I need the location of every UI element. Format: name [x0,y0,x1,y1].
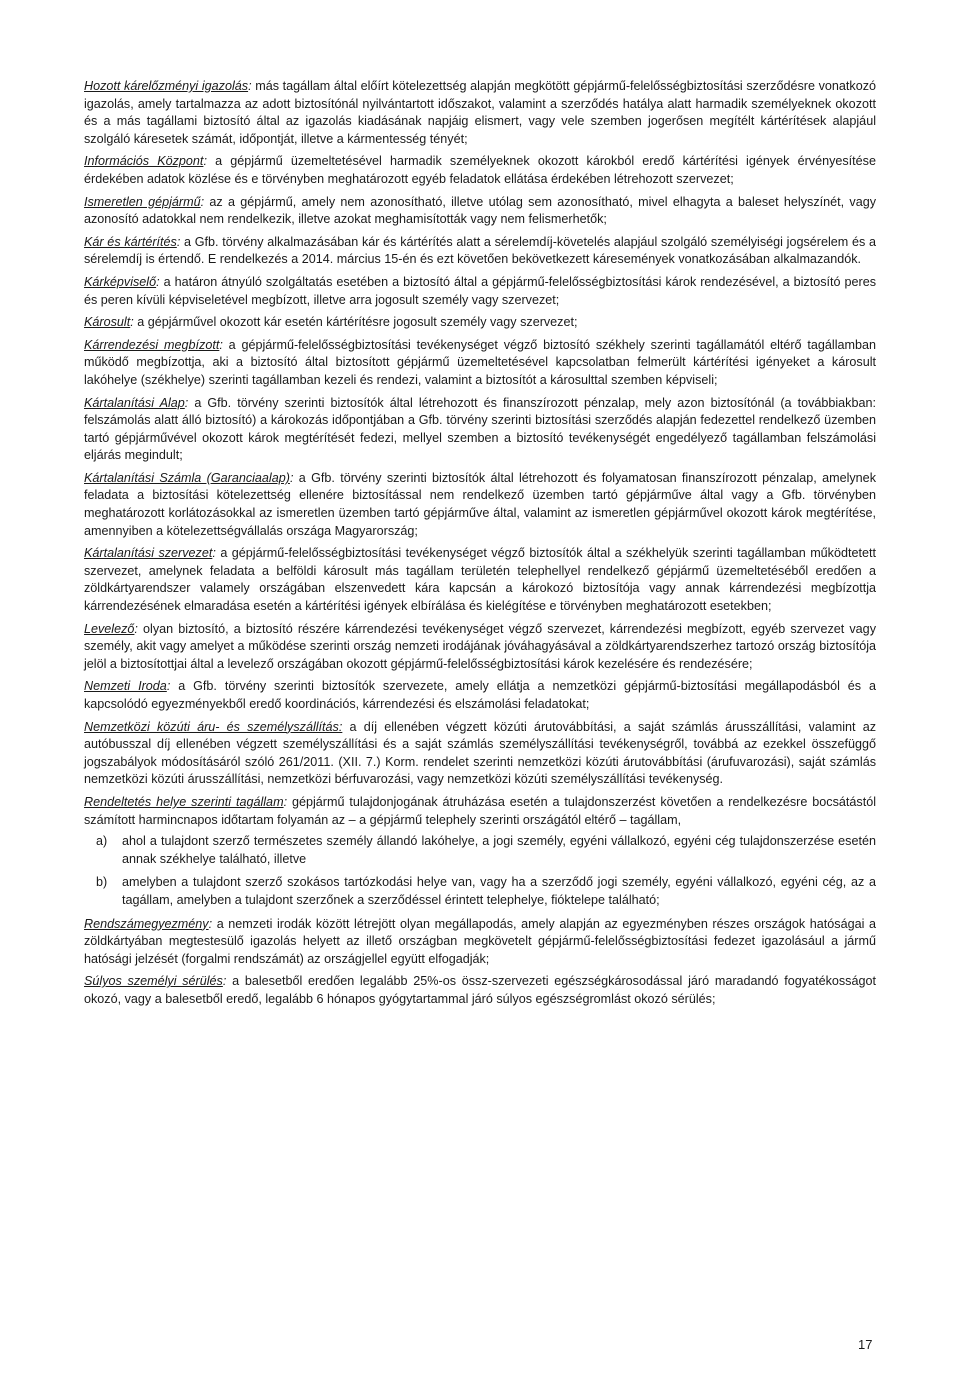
definition-separator: : [283,794,288,809]
definition-term: Károsult [84,315,131,330]
definition-text: a Gfb. törvény alkalmazásában kár és kártérítés alatt a sérelemdíj-követelés alapjául szolgáló személyiségi jogsérelem és a sérelemdíj is értendő. E rendelkezés a 2014. március 15-én és ezt követően bekövetkezett káresemények vonatkozásában alkalmazandók. [84,234,876,267]
page-number: 17 [858,1337,873,1352]
definition-text: a gépjárművel okozott kár esetén kártérítésre jogosult személy vagy szervezet; [133,315,578,330]
definition-text: a balesetből eredően legalább 25%-os össz-szervezeti egészségkárosodással járó maradandó fogyatékosságot okozó, vagy a balesetből eredő, legalább 6 hónapos gyógytartammal járó súlyos egészségromlást okozó sérülés; [84,974,876,1006]
definition-separator: : [289,470,294,485]
definition-term: Súlyos személyi sérülés [84,974,223,989]
definition-term: Ismeretlen gépjármű [84,194,201,209]
definition-separator: : [222,974,227,989]
definition-informacios-kozpont [84,153,876,188]
definition-sulyos-szemelyi-serules [84,973,876,1008]
definition-text: a Gfb. törvény szerinti biztosítók által létrehozott és finanszírozott pénzalap, mely azon biztosítónál (a továbbiakban: felszámolás alatt álló biztosító) a károkozás időpontjában a Gfb. törvény szerinti biztosítási szerződés alapján fedezettel rendelkező üzemben tartó gépjárművével okozott károk megtérítését fedezi, mellyel szemben a biztosító tevékenységét engedélyező tagállamban felszámolási eljárás megindult; [84,395,876,463]
definition-separator: : [156,274,160,289]
definition-term: Kár és kártérítés [84,234,177,249]
definition-separator: : [208,916,213,931]
definition-separator: : [203,154,207,169]
definition-rendszamegyezmeny [84,916,876,969]
list-marker: b) [96,875,108,890]
definition-term: Kárképviselő [84,274,157,289]
rendeltetes-helye-list [84,833,876,909]
definition-separator: : [176,234,181,249]
definition-term: Nemzeti Iroda [84,679,167,694]
list-marker: a) [96,834,108,849]
definition-nemzetkozi-kozuti-szallitas [84,719,876,789]
definition-karkepviselo [84,274,876,309]
definition-levelezo [84,621,876,674]
definition-text: a gépjármű üzemeltetésével harmadik személyeknek okozott károkból eredő kártérítési igények érvényesítése érdekében adatok közlése és e törvényben meghatározott egyéb feladatok ellátása érdekében létrehozott szervezet; [84,154,876,186]
definition-text: a nemzeti irodák között létrejött olyan megállapodás, amely alapján az egyezményben részes országok hatóságai a zöldkártyában megtestesülő igazolás helyett az illető országban megkövetelt gépjármű-felelősségbiztosítási fedezet igazolásául a jármű hatósági jelzését (forgalmi rendszámát) az országjellel együtt elfogadják; [84,916,876,966]
definition-separator: : [219,337,223,352]
definition-karrendezesi-megbizott [84,337,876,390]
definition-separator: : [166,679,171,694]
list-item [84,874,876,909]
definition-term: Nemzetközi közúti áru- és személyszállítás: [84,719,343,734]
definition-term: Rendeltetés helye szerinti tagállam [84,794,284,809]
definition-kartalanitasi-alap [84,395,876,465]
definition-text: a határon átnyúló szolgáltatás esetében a biztosító által a gépjármű-felelősségbiztosítási károk rendezésével, a biztosító peres és peren kívüli képviseletével megbízott, illetve arra jogosult személy vagy szervezet; [84,274,876,307]
definition-kartalanitasi-szervezet [84,545,876,615]
definition-term: Hozott kárelőzményi igazolás [84,79,249,93]
list-item [84,833,876,868]
definition-text: olyan biztosító, a biztosító részére kárrendezési tevékenységet végző szervezet, kárrendezési megbízott, egyéb szervezet vagy személy, akit vagy amelyet a működése szerinti ország nemzeti irodájának jóváhagyásával a zöldkártyarendszerhez tartozó ország biztosítója jelöl a biztosítottjai által a levelező országában okozott gépjármű-felelősségbiztosítási károk kezelésére és rendezésére; [84,621,876,671]
definition-rendeltetes-helye [84,794,876,829]
definition-text: a gépjármű-felelősségbiztosítási tevékenységet végző biztosítók által a székhelyük szerinti tagállamban működtetett szervezet, amelynek feladata a belföldi károsult más tagállam területén telephellyel rendelkező gépjármű üzemeltetéséből eredően a zöldkártyarendszer valamely országában elszenvedett kára kapcsán a károkozó biztosítója vagy annak kárrendezési megbízottja kárrendezésének elmaradása esetén a kártérítési igények elbírálása és kielégítése e törvényben meghatározott esetekben; [84,546,876,614]
definition-separator: : [248,79,252,93]
definition-term: Kártalanítási Alap [84,395,185,410]
list-item-text: amelyben a tulajdont szerző szokásos tartózkodási helye van, vagy ha a szerződő jogi személy, egyéni vállalkozó, egyéni cég, az a tagállam, amelyben a tulajdont szerzőnek a szerződéssel érintett telephelye, fióktelepe található; [122,875,876,907]
definition-ismeretlen-gepjarmu [84,194,876,229]
definition-separator: : [212,546,216,561]
definition-term: Rendszámegyezmény [84,916,209,931]
definition-separator: : [184,395,189,410]
definition-hozott-karelozmenyi-igazolas [84,78,876,148]
definition-text: a Gfb. törvény szerinti biztosítók által létrehozott és folyamatosan finanszírozott pénzalap, amelynek feladata a biztosítási kötelezettség ellenére biztosítással nem rendelkező üzemben tartó gépjárműve által vagy a Gfb. törvényben meghatározott korlátozásokkal az ismeretlen üzemben tartó gépjárműve által, valamint az ismeretlen gépjárművel okozott károk megtérítése, amennyiben a kötelezettségvállalás országa Magyarország; [84,470,876,538]
definition-separator: : [200,194,205,209]
definition-separator: : [130,315,134,330]
definition-term: Információs Központ [84,154,204,169]
list-item-text: ahol a tulajdont szerző természetes személy állandó lakóhelye, a jogi személy, egyéni vállalkozó, egyéni cég tulajdonszerzése esetén annak székhelye található, illetve [122,834,876,866]
document-page [84,78,876,1014]
definition-text: más tagállam által előírt kötelezettség alapján megkötött gépjármű-felelősségbiztosítási szerződésre vonatkozó igazolás, amely tartalmazza az adott biztosítónál nyilvántartott időszakot, valamint a szerződés hatálya alatt harmadik személyeknek okozott és a más tagállami biztosító által az igazolás kiadásának napjáig elismert, vagy vele szemben jogerősen megítélt kártérítések alapjául szolgáló káresetek számát, időpontját, illetve a kármentesség tényét; [84,79,876,146]
definition-kartalanitasi-szamla [84,470,876,540]
definition-term: Kártalanítási szervezet [84,546,213,561]
definition-term: Kárrendezési megbízott [84,337,220,352]
definition-karosult [84,314,876,332]
definition-text: a gépjármű-felelősségbiztosítási tevékenységet végző biztosító székhely szerinti tagállamától eltérő tagállamban működő megbízottja, aki a biztosító által biztosított gépjármű üzemeltetésével kapcsolatban felmerült kártérítési igényeket a károsult lakóhelye (székhelye) szerinti tagállamban kezeli és rendezi, valamint a biztosítót a károsulttal szemben képviseli; [84,337,876,387]
definition-separator: : [134,621,138,636]
definition-text: a díj ellenében végzett közúti árutovábbítási, a saját számlás árusszállítási, valamint az autóbusszal díj ellenében végzett személyszállítási és a saját számlás személyszállítási tevékenységről, továbbá az ezekkel összefüggő jogszabályok módosításáról szóló 261/2011. (XII. 7.) Korm. rendelet szerinti nemzetközi közúti árutovábbítási (árufuvarozási), saját számlás nemzetközi közúti árusszállítási, nemzetközi bérfuvarozási, vagy nemzetközi közúti személyszállítási tevékenység. [84,719,876,787]
definition-nemzeti-iroda [84,678,876,713]
definition-text: az a gépjármű, amely nem azonosítható, illetve utólag sem azonosítható, mivel elhagyta a baleset helyszínét, vagy azonosító adatokkal nem rendelkezik, illetve azokat meghamisították vagy nem felismerhetők; [84,194,877,227]
definition-text: a Gfb. törvény szerinti biztosítók szervezete, amely ellátja a nemzetközi gépjármű-biztosítási megállapodásból és a kapcsolódó egyezményekből eredő koordinációs, kárrendezési és elszámolási feladatokat; [84,679,876,711]
definition-text: gépjármű tulajdonjogának átruházása esetén a tulajdonszerzést követően a rendelkezésre bocsátástól számított harmincnapos időtartam folyamán az – a gépjármű telephely szerinti országától eltérő – tagállam, [84,794,877,827]
definition-term: Levelező [84,621,135,636]
definition-term: Kártalanítási Számla (Garanciaalap) [84,470,290,485]
definition-kar-es-karterites [84,234,876,269]
